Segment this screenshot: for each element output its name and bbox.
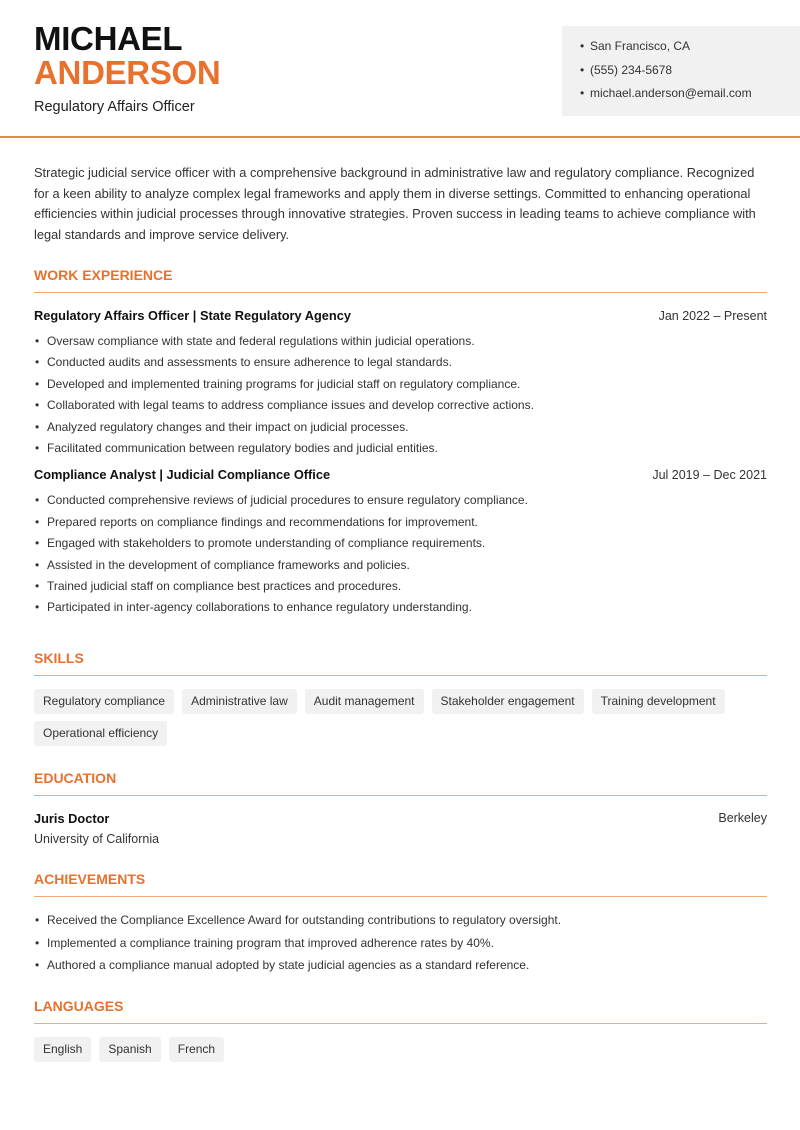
job-role: Regulatory Affairs Officer | State Regulatory Agency [34,308,351,323]
job-entry [34,308,767,461]
skill-tag: Stakeholder engagement [432,689,584,714]
job-dates: Jan 2022 – Present [658,309,767,323]
job-bullet: • Engaged with stakeholders to promote understanding of compliance requirements. [34,535,767,556]
section-title-skills: SKILLS [34,648,767,676]
last-name: ANDERSON [34,54,221,91]
contact-email[interactable]: • michael.anderson@email.com [580,84,800,108]
achievement-item: • Implemented a compliance training program that improved adherence rates by 40%. [34,935,767,958]
section-title-work: WORK EXPERIENCE [34,265,767,293]
job-dates: Jul 2019 – Dec 2021 [652,468,767,483]
job-bullet: • Conducted comprehensive reviews of judicial procedures to ensure regulatory compliance. [34,492,767,513]
skill-tag: Training development [592,689,725,714]
job-bullet: • Developed and implemented training programs for judicial staff on regulatory compliance. [34,376,767,397]
contact-box [562,26,800,116]
skill-tag: Regulatory compliance [34,689,174,714]
skill-tag: Operational efficiency [34,721,167,746]
job-role: Compliance Analyst | Judicial Compliance Office [34,467,331,483]
job-bullet: • Facilitated communication between regulatory bodies and judicial entities. [34,440,767,461]
education-section [34,768,767,846]
section-title-education: EDUCATION [34,768,767,796]
job-bullet: • Prepared reports on compliance findings and recommendations for improvement. [34,514,767,535]
degree: Juris Doctor [34,811,110,826]
contact-location: • San Francisco, CA [580,37,800,61]
skills-section [34,648,767,753]
summary-text: Strategic judicial service officer with a comprehensive background in administrative law and regulatory compliance. Recognized for a keen ability to analyze complex legal frameworks and apply them in diverse settings. Committed to enhancing operational efficiencies within judicial processes through innovative strategies. Proven success in leading teams to achieve compliance with legal standards and improve service delivery. [34,165,756,242]
job-bullet: • Analyzed regulatory changes and their impact on judicial processes. [34,419,767,440]
job-bullet: • Conducted audits and assessments to ensure adherence to legal standards. [34,354,767,375]
job-bullet: • Participated in inter-agency collaborations to enhance regulatory understanding. [34,599,767,620]
job-title: Regulatory Affairs Officer [34,99,195,115]
section-title-achievements: ACHIEVEMENTS [34,869,767,897]
job-bullet: • Assisted in the development of compliance frameworks and policies. [34,557,767,578]
section-title-languages: LANGUAGES [34,996,767,1024]
summary-section [34,163,767,245]
languages-section [34,996,767,1069]
first-name: MICHAEL [34,20,183,57]
education-location: Berkeley [718,811,767,825]
candidate-name [34,22,220,90]
achievements-section [34,869,767,980]
achievement-item: • Authored a compliance manual adopted by state judicial agencies as a standard reference. [34,957,767,980]
job-bullet: • Oversaw compliance with state and federal regulations within judicial operations. [34,333,767,354]
skill-tag: Administrative law [182,689,297,714]
language-tag: French [169,1037,224,1062]
job-entry [34,467,767,620]
job-bullet: • Collaborated with legal teams to address compliance issues and develop corrective actions. [34,397,767,418]
achievement-item: • Received the Compliance Excellence Award for outstanding contributions to regulatory oversight. [34,912,767,935]
language-tag: Spanish [99,1037,160,1062]
job-bullet: • Trained judicial staff on compliance best practices and procedures. [34,578,767,599]
work-experience-section [34,265,767,621]
contact-phone: • (555) 234-5678 [580,61,800,85]
school-name: University of California [34,832,160,846]
resume-header [0,0,800,138]
language-tag: English [34,1037,91,1062]
skill-tag: Audit management [305,689,424,714]
